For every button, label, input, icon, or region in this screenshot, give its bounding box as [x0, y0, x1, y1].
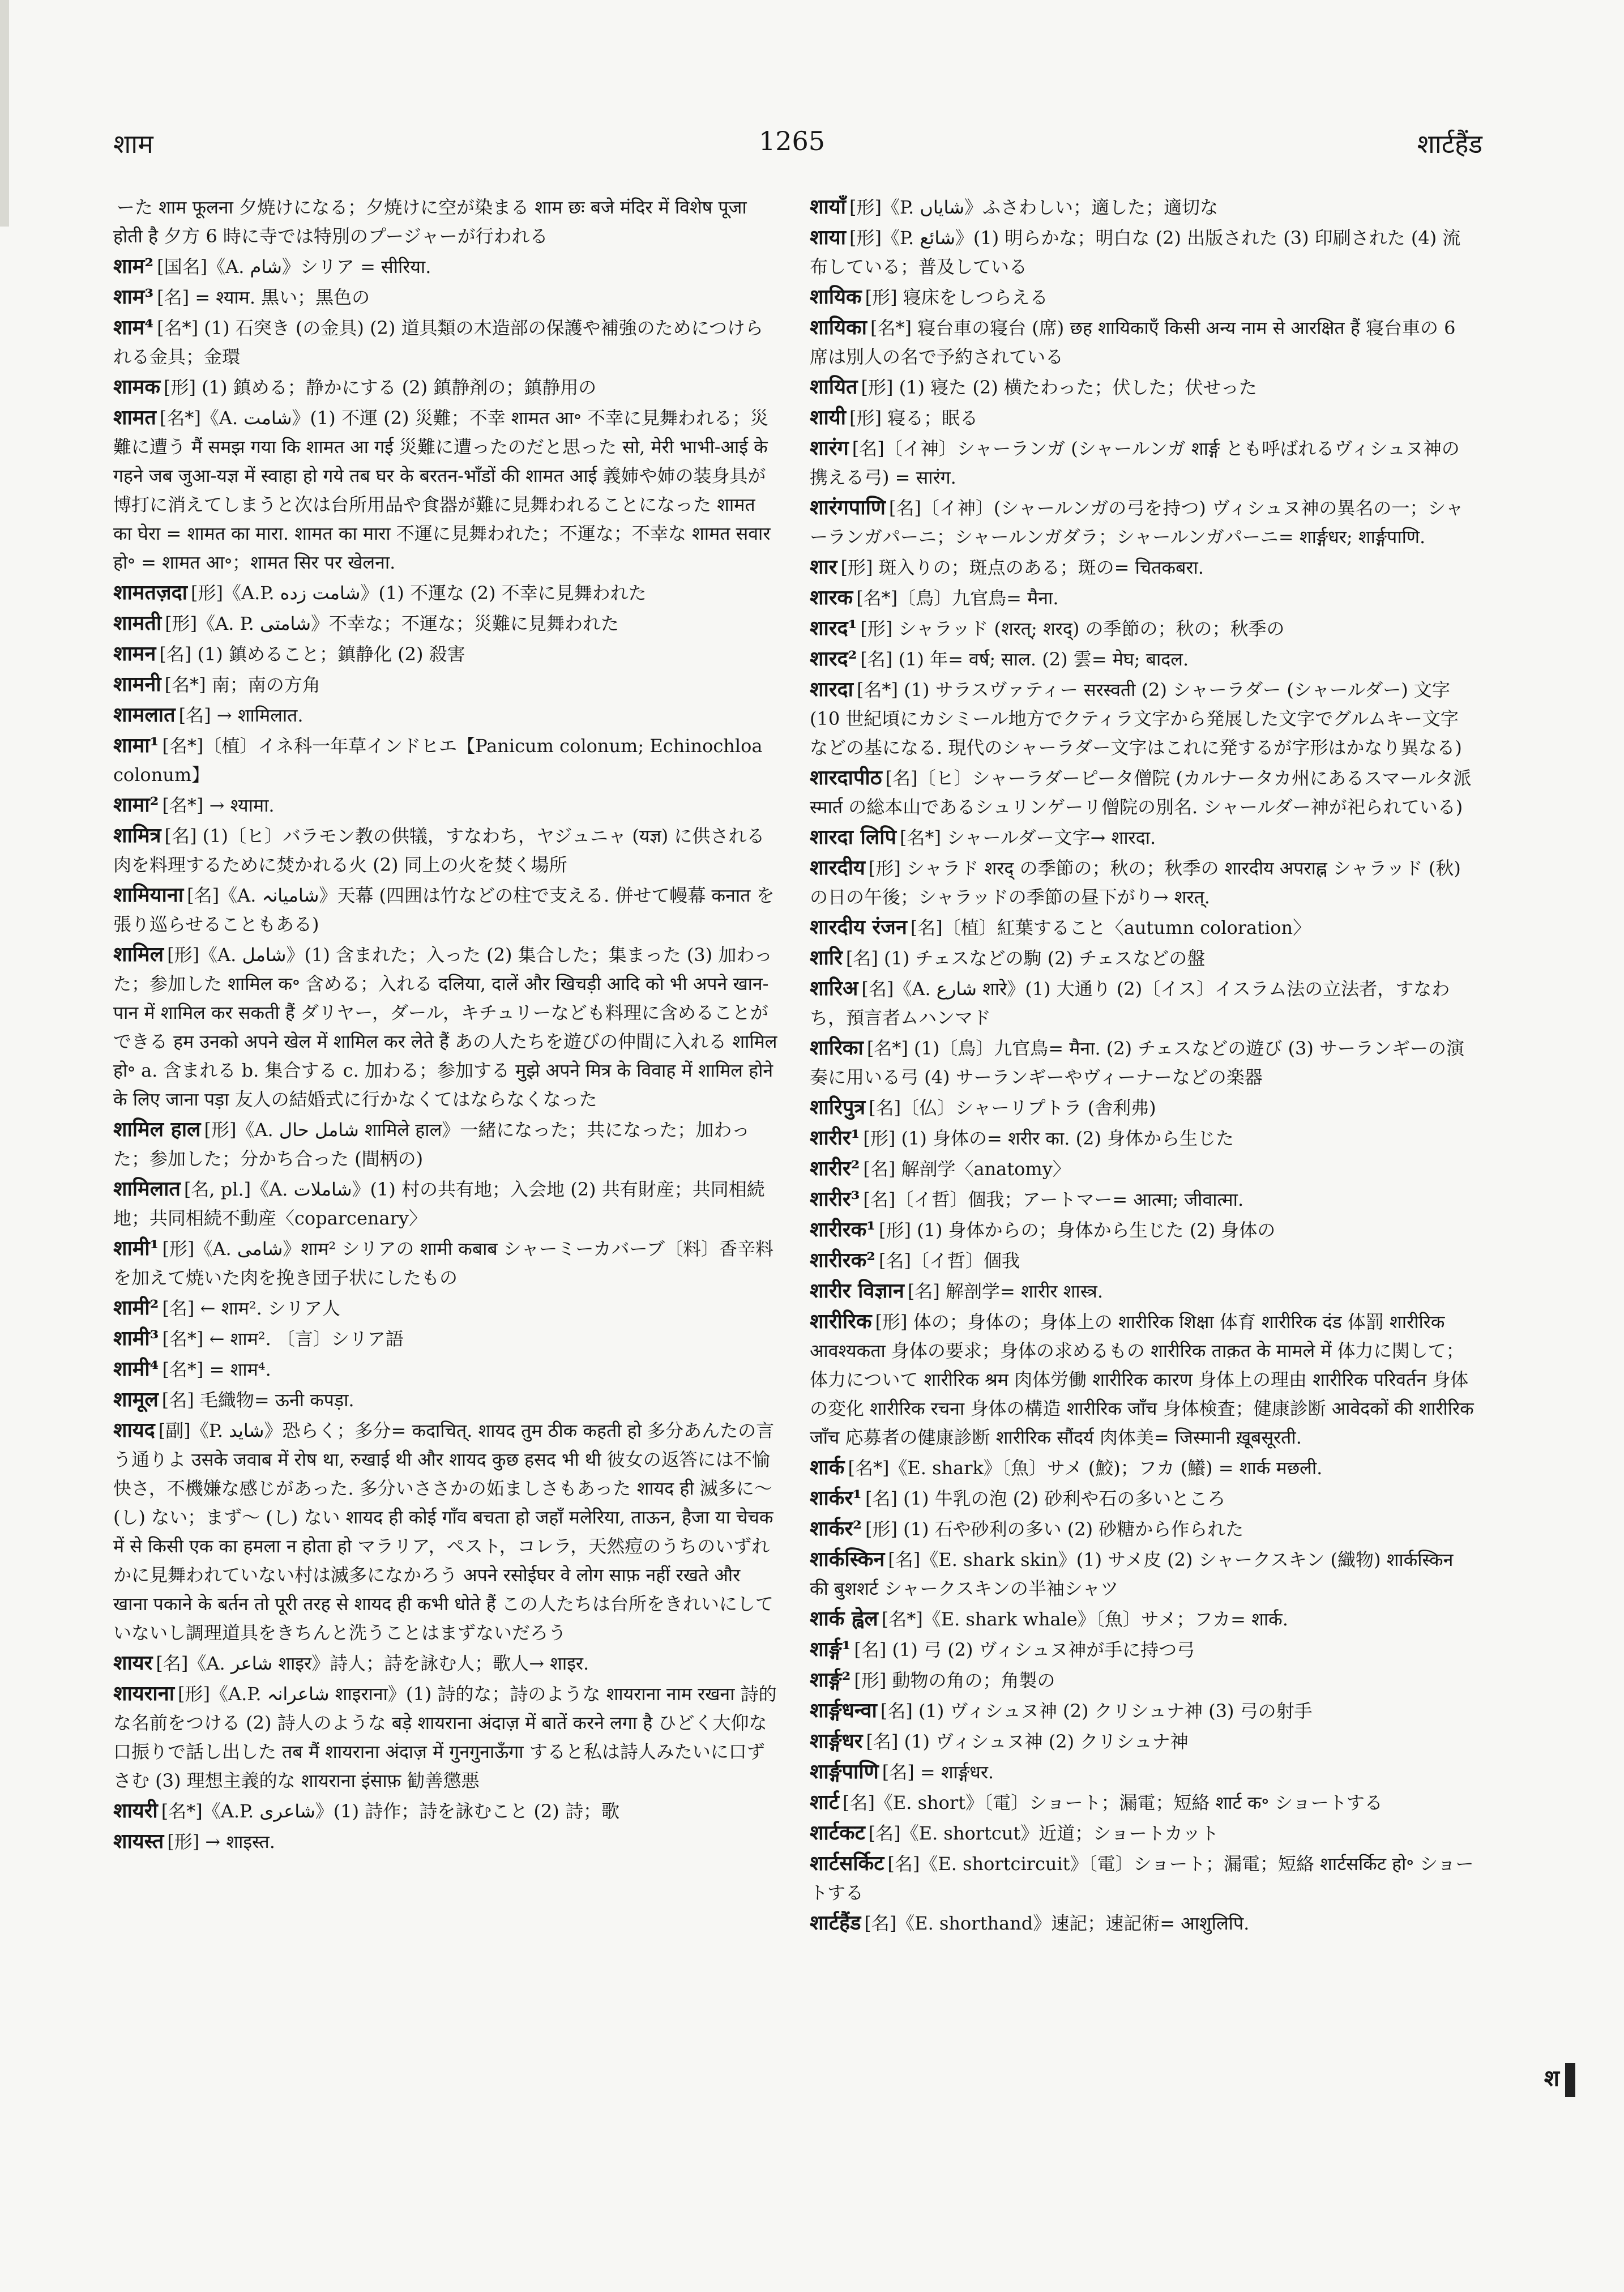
entry-headword: शारि — [810, 946, 843, 970]
entry-headword: शार्कस्किन — [810, 1547, 885, 1571]
dictionary-entry — [810, 493, 1475, 552]
entry-headword: शामती — [113, 611, 162, 635]
entry-headword: शायाँ — [810, 195, 847, 219]
entry-definition: [形]《P. شایاں》ふさわしい；適した；適切な — [849, 197, 1219, 218]
entry-headword: शार्क — [810, 1456, 845, 1479]
entry-definition: [名*]《E. shark whale》〔魚〕サメ；フカ= शार्क. — [881, 1608, 1288, 1630]
dictionary-entry — [113, 1294, 779, 1323]
entry-definition: [形]《A. P. شامتی》不幸な；不運な；災難に見舞われた — [165, 613, 619, 634]
entry-headword: शायित — [810, 375, 858, 399]
dictionary-entry — [810, 1757, 1475, 1787]
dictionary-entry — [810, 913, 1475, 942]
entry-definition: [名*] (1) 石突き (の金具) (2) 道具類の木造部の保護や補強のためにつけられる金具；金環 — [113, 317, 763, 368]
entry-headword: शायिका — [810, 315, 867, 339]
entry-definition: [形]《P. شائع》(1) 明らかな；明白な (2) 出版された (3) 印刷された (4) 流布している；普及している — [810, 227, 1461, 278]
entry-definition: [名]〔植〕紅葉すること〈autumn coloration〉 — [910, 917, 1311, 938]
entry-headword: शामा¹ — [113, 733, 159, 757]
dictionary-entry — [113, 1175, 779, 1233]
entry-headword: शामूल — [113, 1388, 159, 1411]
entry-definition: [名*] ← शाम². 〔言〕シリア語 — [162, 1328, 404, 1350]
entry-headword: शारक — [810, 586, 853, 609]
dictionary-entry — [113, 252, 779, 281]
dictionary-entry — [810, 944, 1475, 973]
dictionary-entry — [113, 578, 779, 608]
entry-definition: [名*] 南；南の方角 — [164, 674, 320, 695]
dictionary-entry — [810, 675, 1475, 762]
entry-definition: [国名]《A. شام》シリア = सीरिया. — [157, 256, 431, 278]
entry-definition: [形] 体の；身体の；身体上の शारीरिक शिक्षा 体育 शारीरिक दंड 体罰 शारीरिक आवश्यकता 身体の要求；身体の求めるもの शारीरिक ताक़त के मामले में 体力に関して；体力について शारीरिक श्रम 肉体労働 शारीरिक कारण 身体上の理由 शारीरिक परिवर्तन 身体の変化 शारीरिक रचना 身体の構造 शारीरिक जाँच 身体検査；健康診断 आवेदकों की शारीरिक जाँच 応募者の健康診断 शारीरिक सौंदर्य 肉体美= जिस्मानी ख़ूबसूरती. — [810, 1311, 1474, 1448]
entry-definition: [形] (1) 身体の= शरीर का. (2) 身体から生じた — [863, 1128, 1234, 1149]
dictionary-entry — [113, 283, 779, 312]
entry-definition: [形] 動物の角の；角製の — [854, 1670, 1055, 1691]
entry-definition: [名]〔イ哲〕個我；アートマー= आत्मा; जीवात्मा. — [863, 1189, 1244, 1210]
entry-headword: शारद¹ — [810, 616, 857, 640]
entry-definition: [名*] (1)〔鳥〕九官鳥= मैना. (2) チェスなどの遊び (3) サーランギーの演奏に用いる弓 (4) サーランギーやヴィーナーなどの楽器 — [810, 1038, 1465, 1088]
entry-definition: [名]《E. shortcut》近道；ショートカット — [868, 1822, 1219, 1844]
entry-definition: [名] (1) ヴィシュヌ神 (2) クリシュナ神 (3) 弓の射手 — [880, 1700, 1313, 1722]
entry-definition: [名*]《A. شامت》(1) 不運 (2) 災難；不幸 शामत आ॰ 不幸に見舞われる；災難に遭う मैं समझ गया कि शामत आ गई 災難に遭ったのだと思った सो, मेरी भाभी-आई के गहने जब जुआ-यज्ञ में स्वाहा हो गये तब घर के बरतन-भाँडों की शामत आई 義姉や姉の装身具が博打に消えてしまうと次は台所用品や食器が難に見舞われることになった शामत का घेरा = शामत का मारा. शामत का मारा 不運に見舞われた；不運な；不幸な शामत सवार हो॰ = शामत आ॰；शामत सिर पर खेलना. — [113, 407, 771, 573]
dictionary-entry — [113, 193, 779, 251]
dictionary-entry — [810, 434, 1475, 492]
dictionary-entry — [113, 1796, 779, 1826]
entry-definition: [名] 解剖学〈anatomy〉 — [863, 1158, 1071, 1180]
entry-headword: शार्टकट — [810, 1821, 865, 1845]
entry-headword: शारदा — [810, 677, 853, 701]
dictionary-entry — [810, 1604, 1475, 1634]
entry-headword: शामतज़दा — [113, 581, 188, 604]
entry-headword: शारीर¹ — [810, 1126, 860, 1150]
dictionary-entry — [113, 881, 779, 939]
entry-definition: [名]〔イ神〕シャーランガ (シャールンガ शार्ङ्ग とも呼ばれるヴィシュヌ神の携える弓) = सारंग. — [810, 438, 1460, 488]
entry-definition: [名]《A. شاعر शाइर》詩人；詩を詠む人；歌人→ शाइर. — [156, 1653, 589, 1674]
entry-headword: शामिल — [113, 942, 164, 966]
entry-definition: [形] 斑入りの；斑点のある；斑の= चितकबरा. — [840, 557, 1204, 578]
entry-definition: [名] (1) 牛乳の泡 (2) 砂利や石の多いところ — [865, 1488, 1226, 1509]
dictionary-entry — [810, 1215, 1475, 1245]
dictionary-entry — [113, 940, 779, 1114]
entry-definition: [形] 寝る；眠る — [849, 407, 978, 429]
entry-definition: [名*] (1) サラスヴァティー सरस्वती (2) シャーラダー (シャールダー) 文字 (10 世紀頃にカシミール地方でクティラ文字から発展した文字でグルムキー文字などの基になる. 現代のシャーラダー文字はこれに発するが字形はかなり異なる) — [810, 679, 1462, 758]
entry-definition: [名] = शार्ङ्गधर. — [882, 1761, 994, 1783]
entry-headword: शामा² — [113, 793, 159, 817]
entry-definition: [形] (1) 石や砂利の多い (2) 砂糖から作られた — [865, 1518, 1244, 1540]
entry-definition: [名] (1) 弓 (2) ヴィシュヌ神が手に持つ弓 — [854, 1639, 1195, 1661]
entry-headword: शारिपुत्र — [810, 1095, 866, 1119]
entry-headword: शारंगपाणि — [810, 496, 886, 519]
entry-definition: [名]〔仏〕シャーリプトラ (舎利弗) — [869, 1097, 1156, 1119]
entry-definition: [名]〔イ哲〕個我 — [879, 1250, 1020, 1271]
entry-definition: [名] 解剖学= शारीर शास्त्र. — [907, 1281, 1103, 1302]
dictionary-entry — [810, 1484, 1475, 1513]
entry-definition: [副]《P. شاید》恐らく；多分= कदाचित्. शायद तुम ठीक कहती हो 多分あんたの言う通りよ उसके जवाब में रोष था, रुखाई थी और शायद कुछ हसद भी थी 彼女の返答には不愉快さ，不機嫌な感じがあった. 多分いささかの妬ましさもあった शायद ही 滅多に〜 (し) ない；まず〜 (し) ない शायद ही कोई गाँव बचता हो जहाँ मलेरिया, ताऊन, हैजा या चेचक में से किसी एक का हमला न होता हो マラリア，ペスト，コレラ，天然痘のうちのいずれかに見舞われていない村は滅多になかろう अपने रसोईघर वे लोग साफ़ नहीं रखते और खाना पकाने के बर्तन तो पूरी तरह से शायद ही कभी धोते हैं この人たちは台所をきれいにしていないし調理道具をきちんと洗うことはまずないだろう — [113, 1420, 775, 1644]
entry-definition: [名] (1) 鎮めること；鎮静化 (2) 殺害 — [159, 643, 465, 665]
entry-headword: शारदा लिपि — [810, 825, 897, 849]
dictionary-entry — [810, 373, 1475, 402]
dictionary-entry — [113, 1355, 779, 1384]
entry-headword: शारदीय — [810, 856, 865, 880]
entry-definition: [形] (1) 寝た (2) 横たわった；伏した；伏せった — [861, 377, 1257, 398]
dictionary-entry — [113, 403, 779, 577]
entry-headword: शार्ट — [810, 1790, 839, 1814]
dictionary-entry — [810, 1545, 1475, 1603]
dictionary-entry — [810, 1819, 1475, 1848]
entry-headword: शार्ङ्ग² — [810, 1668, 851, 1692]
entry-definition: [名*]《A.P. شاعری》(1) 詩作；詩を詠むこと (2) 詩；歌 — [161, 1800, 619, 1822]
entry-definition: [形]《A.P. شامت زده》(1) 不運な (2) 不幸に見舞われた — [191, 582, 647, 604]
entry-definition: [形] 寝床をしつらえる — [865, 287, 1048, 308]
entry-definition: [名*]《E. shark》〔魚〕サメ (鮫)；フカ (鱶) = शार्क मछली. — [848, 1457, 1323, 1479]
entry-definition: [名]〔ヒ〕シャーラダーピータ僧院 (カルナータカ州にあるスマールタ派 स्मार्त の総本山であるシュリンゲーリ僧院の別名. シャールダー神が祀られている) — [810, 767, 1472, 818]
entry-definition: [名] (1) チェスなどの駒 (2) チェスなどの盤 — [845, 947, 1206, 969]
dictionary-entry — [810, 974, 1475, 1032]
dictionary-entry — [810, 614, 1475, 643]
entry-headword: शामत — [113, 406, 156, 429]
dictionary-entry — [113, 731, 779, 789]
thumb-index-letter: श — [1544, 2065, 1559, 2092]
dictionary-entry — [113, 609, 779, 638]
entry-headword: शामन — [113, 642, 156, 665]
dictionary-entry — [810, 1124, 1475, 1153]
entry-definition: [形] (1) 鎮める；静かにする (2) 鎮静剤の；鎮静用の — [163, 377, 597, 398]
dictionary-entry — [810, 1909, 1475, 1938]
entry-headword: शायस्त — [113, 1829, 164, 1853]
entry-definition: [名] = श्याम. 黒い；黒色の — [157, 287, 370, 308]
entry-headword: शार्कर² — [810, 1517, 862, 1540]
entry-headword: शामक — [113, 375, 160, 399]
entry-headword: शार्क ह्वेल — [810, 1607, 878, 1631]
entry-definition: [名*]〔鳥〕九官鳥= मैना. — [856, 587, 1059, 609]
entry-headword: शामनी — [113, 672, 161, 696]
thumb-index-tab — [1565, 2063, 1575, 2097]
dictionary-entry — [810, 313, 1475, 372]
right-guide-word: शार्टहैंड — [1417, 129, 1482, 159]
entry-headword: शार्टसर्किट — [810, 1851, 884, 1875]
entry-headword: शामिलात — [113, 1177, 181, 1201]
entry-headword: शार — [810, 555, 837, 579]
entry-definition: ーた शाम फूलना 夕焼けになる；夕焼けに空が染まる शाम छः बजे मंदिर में विशेष पूजा होती है 夕方 6 時に寺では特別のプージャーが行われる — [113, 197, 747, 247]
entry-headword: शामी⁴ — [113, 1357, 159, 1381]
entry-definition: [名] (1) ヴィシュヌ神 (2) クリシュナ神 — [866, 1731, 1189, 1752]
dictionary-entry — [113, 821, 779, 880]
entry-headword: शामियाना — [113, 883, 184, 907]
column-right — [810, 193, 1475, 1939]
entry-headword: शारीरक¹ — [810, 1218, 875, 1241]
entry-definition: [名]〔イ神〕(シャールンガの弓を持つ) ヴィシュヌ神の異名の一；シャーランガパーニ；シャールンガダラ；シャールンガパーニ= शार्ङ्गधर; शार्ङ्गपाणि. — [810, 497, 1464, 548]
entry-headword: शारीरिक — [810, 1309, 872, 1333]
entry-headword: शार्ङ्गधर — [810, 1729, 863, 1753]
dictionary-entry — [113, 701, 779, 730]
dictionary-entry — [810, 1514, 1475, 1544]
dictionary-entry — [810, 193, 1475, 222]
entry-headword: शामी³ — [113, 1326, 159, 1350]
column-left — [113, 193, 779, 1858]
dictionary-entry — [810, 583, 1475, 613]
dictionary-entry — [113, 670, 779, 699]
entry-headword: शायिक — [810, 285, 862, 309]
left-guide-word: शाम — [113, 129, 153, 159]
dictionary-entry — [810, 763, 1475, 822]
entry-headword: शामिल हाल — [113, 1117, 201, 1141]
entry-definition: [形]《A. شامل حال शामिले हाल》一緒になった；共になった；加わった；参加した；分かち合った (間柄の) — [113, 1119, 750, 1170]
entry-headword: शाया — [810, 225, 847, 249]
dictionary-entry — [113, 791, 779, 820]
dictionary-entry — [810, 1696, 1475, 1726]
dictionary-entry — [810, 1277, 1475, 1306]
entry-headword: शायराना — [113, 1681, 175, 1705]
entry-definition: [形]《A.P. شاعرانہ शाइराना》(1) 詩的な；詩のような शायराना नाम रखना 詩的な名前をつける (2) 詩人のような बड़े शायराना अंदाज़ में बातें करने लगा है ひどく大仰な口振りで話し出した तब मैं शायराना अंदाज़ में गुनगुनाऊँगा すると私は詩人みたいに口ずさむ (3) 理想主義的な शायराना इंसाफ़ 勧善懲悪 — [113, 1683, 777, 1791]
dictionary-entry — [810, 1666, 1475, 1695]
dictionary-entry — [810, 553, 1475, 582]
entry-definition: [形] シャラド शरद् の季節の；秋の；秋季の शारदीय अपराह्न シャラッド (秋) の日の午後；シャラッドの季節の昼下がり→ शरत्. — [810, 857, 1461, 908]
dictionary-entry — [810, 1246, 1475, 1275]
page-number: 1265 — [759, 126, 826, 156]
dictionary-entry — [810, 403, 1475, 433]
entry-headword: शायरी — [113, 1799, 158, 1822]
entry-definition: [形]《A. شامی》शाम² シリアの शामी कबाब シャーミーカバーブ〔料〕香辛料を加えて焼いた肉を挽き団子状にしたもの — [113, 1238, 773, 1288]
dictionary-entry — [810, 1093, 1475, 1122]
entry-definition: [名]《E. shorthand》速記；速記術= आशुलिपि. — [864, 1913, 1250, 1934]
entry-definition: [名*] シャールダー文字→ शारदा. — [900, 827, 1156, 848]
dictionary-entry — [113, 1649, 779, 1678]
entry-headword: शारंग — [810, 436, 849, 460]
dictionary-entry — [810, 1185, 1475, 1214]
entry-headword: शामी² — [113, 1296, 159, 1320]
dictionary-entry — [113, 373, 779, 402]
entry-definition: [形] → शाइस्त. — [167, 1831, 275, 1853]
dictionary-entry — [113, 313, 779, 372]
dictionary-entry — [810, 1154, 1475, 1184]
dictionary-entry — [810, 1453, 1475, 1483]
dictionary-entry — [113, 1324, 779, 1354]
entry-headword: शायर — [113, 1651, 153, 1675]
dictionary-entry — [113, 1679, 779, 1795]
entry-headword: शामी¹ — [113, 1236, 159, 1260]
entry-definition: [形] (1) 身体からの；身体から生じた (2) 身体の — [879, 1219, 1276, 1241]
entry-headword: शायी — [810, 406, 847, 429]
entry-definition: [名]《A. شامیانہ》天幕 (四囲は竹などの柱で支える. 併せて幔幕 कनात を張り巡らせることもある) — [113, 885, 775, 935]
dictionary-entry — [810, 223, 1475, 281]
entry-definition: [名]《E. shark skin》(1) サメ皮 (2) シャークスキン (織物) शार्कस्किन की बुशशर्ट シャークスキンの半袖シャツ — [810, 1549, 1454, 1599]
entry-headword: शामित्र — [113, 823, 161, 847]
entry-definition: [形]《A. شامل》(1) 含まれた；入った (2) 集合した；集まった (3) 加わった；参加した शामिल क॰ 含める；入れる दलिया, दालें और खिचड़ी आदि को भी अपने खान-पान में शामिल कर सकती हैं ダリヤー，ダール，キチュリーなども料理に含めることができる हम उनको अपने खेल में शामिल कर लेते हैं あの人たちを遊びの仲間に入れる शामिल हो॰ a. 含まれる b. 集合する c. 加わる；参加する मुझे अपने मित्र के विवाह में शामिल होने के लिए जाना पड़ा 友人の結婚式に行かなくてはならなくなった — [113, 944, 777, 1110]
entry-definition: [名*] → श्यामा. — [162, 795, 275, 816]
dictionary-entry — [810, 1034, 1475, 1092]
entry-headword: शारीर विज्ञान — [810, 1279, 904, 1303]
entry-headword: शाम⁴ — [113, 315, 154, 339]
entry-definition: [名*] 寝台車の寝台 (席) छह शायिकाएँ किसी अन्य नाम से आरक्षित हैं 寝台車の 6 席は別人の名で予約されている — [810, 317, 1456, 368]
entry-definition: [名, pl.]《A. شاملات》(1) 村の共有地；入会地 (2) 共有財産；共同相続地；共同相続不動産〈coparcenary〉 — [113, 1179, 765, 1229]
entry-headword: शार्ङ्गधन्वा — [810, 1698, 877, 1722]
entry-definition: [名] ← शाम². シリア人 — [162, 1297, 340, 1319]
entry-headword: शायद — [113, 1418, 155, 1442]
entry-headword: शाम² — [113, 254, 154, 278]
dictionary-entry — [113, 1234, 779, 1292]
entry-headword: शार्टहैंड — [810, 1911, 861, 1935]
dictionary-entry — [810, 1307, 1475, 1452]
dictionary-entry — [113, 1827, 779, 1856]
entry-definition: [名] 毛織物= ऊनी कपड़ा. — [161, 1389, 354, 1411]
entry-headword: शारदीय रंजन — [810, 915, 907, 939]
entry-definition: [名]《E. shortcircuit》〔電〕ショート；漏電；短絡 शार्टसर्किट हो॰ ショートする — [810, 1853, 1474, 1903]
page-binding-edge — [0, 0, 9, 227]
entry-headword: शारिअ — [810, 976, 858, 1000]
dictionary-entry — [810, 645, 1475, 674]
dictionary-entry — [113, 639, 779, 669]
dictionary-entry — [810, 1635, 1475, 1664]
entry-definition: [形] シャラッド (शरत्; शरद्) の季節の；秋の；秋季の — [860, 618, 1285, 639]
entry-definition: [名] (1) 年= वर्ष; साल. (2) 雲= मेघ; बादल. — [860, 648, 1189, 670]
dictionary-entry — [810, 823, 1475, 852]
entry-definition: [名] (1)〔ヒ〕バラモン教の供犠，すなわち，ヤジュニャ (यज्ञ) に供される肉を料理するために焚かれる火 (2) 同上の火を焚く場所 — [113, 825, 765, 876]
dictionary-entry — [113, 1115, 779, 1173]
entry-headword: शारीर³ — [810, 1187, 860, 1211]
entry-definition: [名]《A. شارع शारे》(1) 大通り (2)〔イス〕イスラム法の立法者，すなわち，預言者ムハンマド — [810, 978, 1450, 1028]
entry-definition: [名*]〔植〕イネ科一年草インドヒエ【Panicum colonum; Echinochloa colonum】 — [113, 735, 763, 786]
entry-headword: शामलात — [113, 703, 176, 727]
entry-definition: [名*] = शाम⁴. — [162, 1359, 271, 1380]
entry-headword: शार्कर¹ — [810, 1486, 862, 1510]
dictionary-entry — [810, 853, 1475, 912]
entry-headword: शारीरक² — [810, 1248, 875, 1272]
entry-definition: [名] → शामिलात. — [178, 705, 304, 726]
entry-headword: शार्ङ्ग¹ — [810, 1637, 851, 1661]
dictionary-entry — [810, 1788, 1475, 1817]
entry-definition: [名]《E. short》〔電〕ショート；漏電；短絡 शार्ट क॰ ショートする — [842, 1792, 1383, 1813]
entry-headword: शाम³ — [113, 285, 154, 309]
thumb-index — [1544, 2061, 1575, 2097]
entry-headword: शारिका — [810, 1036, 864, 1060]
dictionary-entry — [810, 283, 1475, 312]
dictionary-entry — [113, 1416, 779, 1647]
entry-headword: शार्ङ्गपाणि — [810, 1760, 879, 1783]
dictionary-entry — [810, 1727, 1475, 1756]
dictionary-entry — [113, 1385, 779, 1415]
dictionary-entry — [810, 1849, 1475, 1907]
entry-headword: शारदापीठ — [810, 766, 882, 789]
entry-headword: शारद² — [810, 647, 857, 671]
entry-headword: शारीर² — [810, 1156, 860, 1180]
